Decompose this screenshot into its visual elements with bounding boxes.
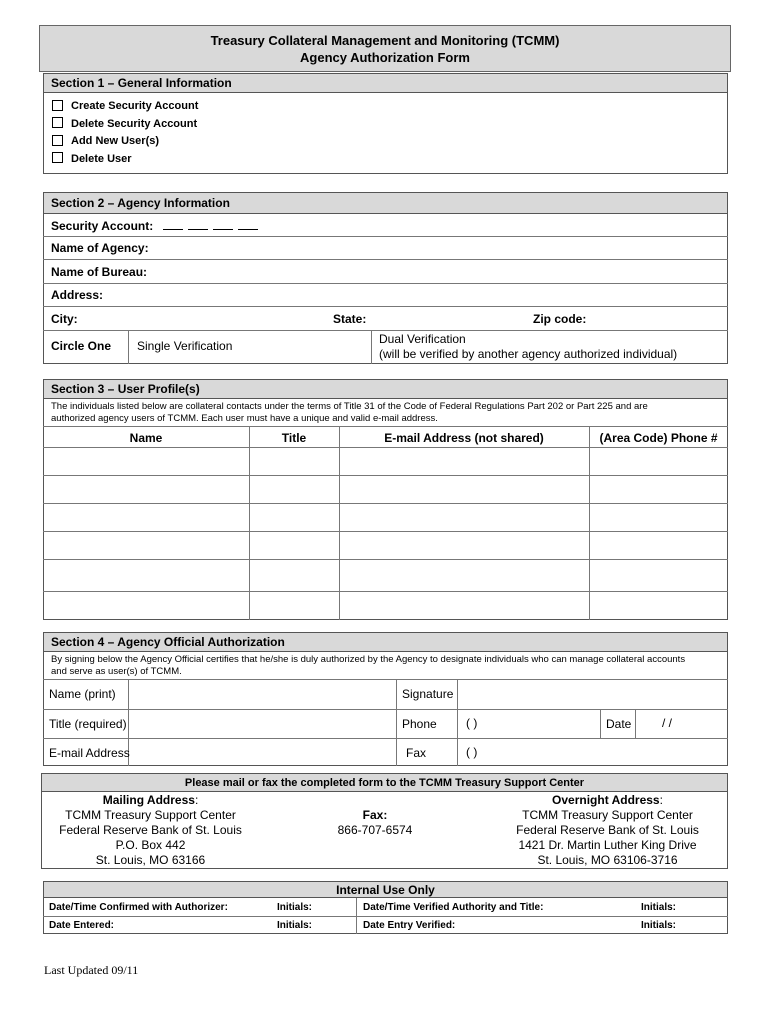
internal-heading: Internal Use Only bbox=[336, 883, 435, 897]
mailing-line-1: TCMM Treasury Support Center bbox=[65, 808, 236, 822]
initials-label-1: Initials: bbox=[277, 902, 313, 913]
mailing-line-3: P.O. Box 442 bbox=[115, 838, 186, 852]
col-phone-header: (Area Code) Phone # bbox=[599, 431, 718, 445]
delete-user-label: Delete User bbox=[71, 153, 132, 165]
dual-verification-note: (will be verified by another agency authorized individual) bbox=[379, 347, 678, 361]
section4-desc-2: and serve as user(s) of TCMM. bbox=[51, 666, 182, 677]
section4-desc-1: By signing below the Agency Official certifies that he/she is duly authorized by the Agency to designate individuals who can manage collateral accounts bbox=[51, 654, 686, 665]
section3-desc-2: authorized agency users of TCMM. Each user must have a unique and valid e-mail address. bbox=[51, 413, 438, 424]
mailing-line-2: Federal Reserve Bank of St. Louis bbox=[59, 823, 242, 837]
overnight-line-2: Federal Reserve Bank of St. Louis bbox=[516, 823, 699, 837]
signature-label: Signature bbox=[402, 687, 454, 701]
date-time-confirmed-label: Date/Time Confirmed with Authorizer: bbox=[49, 902, 228, 913]
date-time-verified-label: Date/Time Verified Authority and Title: bbox=[363, 902, 544, 913]
overnight-address-heading: Overnight Address: bbox=[552, 793, 663, 807]
agency-name-label: Name of Agency: bbox=[51, 241, 149, 255]
circle-one-label: Circle One bbox=[51, 339, 112, 353]
bureau-name-label: Name of Bureau: bbox=[51, 265, 148, 279]
zip-label: Zip code: bbox=[533, 312, 587, 326]
phone-label: Phone bbox=[402, 717, 437, 731]
section3-desc-1: The individuals listed below are collateral contacts under the terms of Title 31 of the Code of Federal Regulations Part 202 or Part 225 and are bbox=[51, 401, 648, 412]
add-user-label: Add New User(s) bbox=[71, 135, 160, 147]
col-email-header: E-mail Address (not shared) bbox=[384, 431, 544, 445]
create-account-checkbox[interactable] bbox=[52, 100, 63, 111]
mail-heading: Please mail or fax the completed form to the TCMM Treasury Support Center bbox=[184, 777, 585, 789]
delete-account-label: Delete Security Account bbox=[71, 118, 198, 130]
form-subtitle: Agency Authorization Form bbox=[300, 50, 470, 65]
date-label: Date bbox=[606, 717, 632, 731]
initials-label-3: Initials: bbox=[277, 920, 313, 931]
section4-title: Section 4 – Agency Official Authorization bbox=[51, 635, 285, 649]
security-account-label: Security Account: bbox=[51, 219, 258, 233]
dual-verification-option[interactable]: Dual Verification bbox=[379, 332, 466, 346]
city-label: City: bbox=[51, 312, 78, 326]
mailing-address-heading: Mailing Address: bbox=[102, 793, 199, 807]
last-updated: Last Updated 09/11 bbox=[44, 963, 139, 977]
fax-number: 866-707-6574 bbox=[337, 823, 413, 837]
single-verification-option[interactable]: Single Verification bbox=[137, 339, 233, 353]
overnight-line-4: St. Louis, MO 63106-3716 bbox=[537, 853, 678, 867]
delete-account-checkbox[interactable] bbox=[52, 117, 63, 128]
overnight-line-3: 1421 Dr. Martin Luther King Drive bbox=[518, 838, 697, 852]
create-account-label: Create Security Account bbox=[71, 100, 199, 112]
initials-label-4: Initials: bbox=[641, 920, 677, 931]
date-entry-verified-label: Date Entry Verified: bbox=[363, 920, 456, 931]
col-name-header: Name bbox=[129, 431, 163, 445]
section2-title: Section 2 – Agency Information bbox=[51, 196, 230, 210]
email-label: E-mail Address bbox=[49, 746, 130, 760]
section4-box bbox=[43, 632, 728, 766]
fax-area-code-field[interactable]: ( ) bbox=[466, 745, 478, 759]
phone-area-code-field[interactable]: ( ) bbox=[466, 716, 478, 730]
mailing-line-4: St. Louis, MO 63166 bbox=[95, 853, 206, 867]
initials-label-2: Initials: bbox=[641, 902, 677, 913]
col-title-header: Title bbox=[281, 431, 307, 445]
name-print-label: Name (print) bbox=[49, 687, 116, 701]
section3-title: Section 3 – User Profile(s) bbox=[51, 382, 200, 396]
fax-label: Fax bbox=[406, 746, 427, 760]
form-title: Treasury Collateral Management and Monitoring (TCMM) bbox=[210, 33, 560, 48]
delete-user-checkbox[interactable] bbox=[52, 152, 63, 163]
date-entered-label: Date Entered: bbox=[49, 920, 115, 931]
overnight-line-1: TCMM Treasury Support Center bbox=[522, 808, 693, 822]
fax-heading: Fax: bbox=[362, 808, 388, 822]
date-field[interactable]: / / bbox=[662, 716, 673, 730]
add-user-checkbox[interactable] bbox=[52, 135, 63, 146]
title-required-label: Title (required) bbox=[49, 717, 127, 731]
state-label: State: bbox=[333, 312, 367, 326]
section1-title: Section 1 – General Information bbox=[51, 76, 232, 90]
address-label: Address: bbox=[51, 288, 104, 302]
